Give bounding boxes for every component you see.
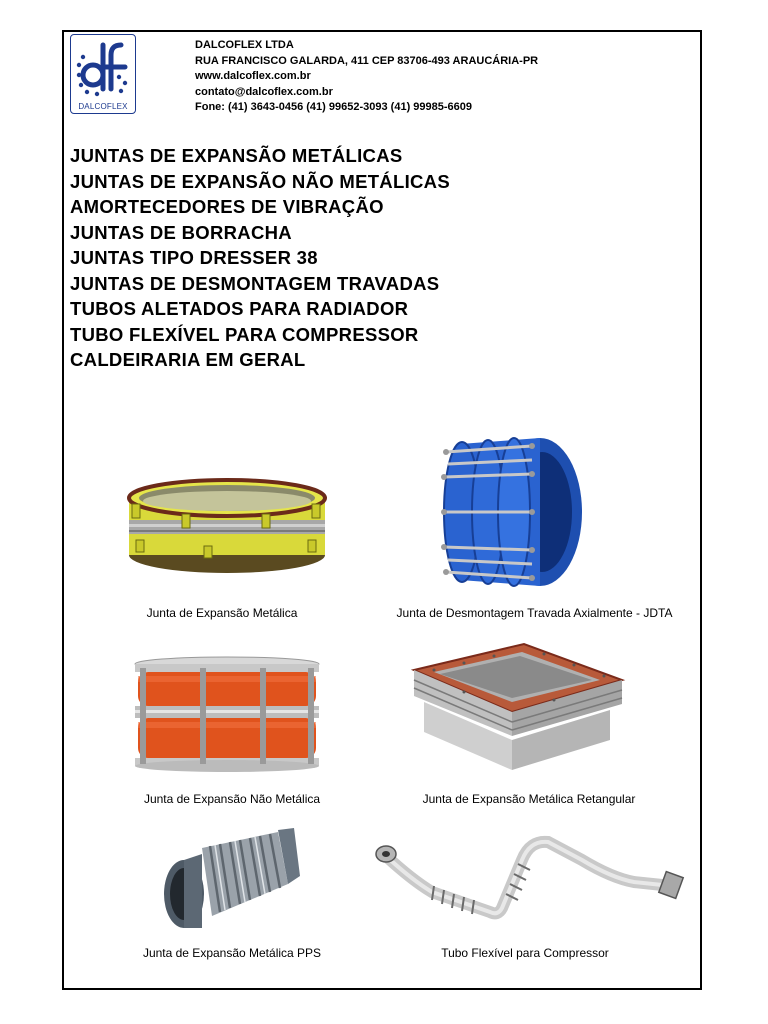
caption-compressor-hose: Tubo Flexível para Compressor <box>441 946 609 960</box>
product-list <box>70 143 450 373</box>
dismantling-joint-image <box>440 432 600 592</box>
metal-expansion-joint-image <box>122 470 332 585</box>
caption-pps-expansion-joint: Junta de Expansão Metálica PPS <box>142 946 322 960</box>
caption-rectangular-expansion-joint: Junta de Expansão Metálica Retangular <box>422 792 636 806</box>
dalcoflex-logo <box>70 34 136 114</box>
company-phones: Fone: (41) 3643-0456 (41) 99652-3093 (41) 99985-6609 <box>195 101 473 113</box>
product-item: JUNTAS DE EXPANSÃO METÁLICAS <box>70 145 403 166</box>
pps-expansion-joint-image <box>160 824 302 934</box>
company-address: RUA FRANCISCO GALARDA, 411 CEP 83706-493 ARAUCÁRIA-PR <box>195 54 539 67</box>
product-item: CALDEIRARIA EM GERAL <box>70 349 306 370</box>
company-website[interactable]: www.dalcoflex.com.br <box>195 70 311 82</box>
company-info <box>195 38 538 116</box>
product-item: JUNTAS DE BORRACHA <box>70 221 292 243</box>
logo-label: DALCOFLEX <box>78 102 128 111</box>
logo-mark-icon <box>71 35 135 101</box>
rectangular-expansion-joint-image <box>404 640 630 776</box>
non-metal-expansion-joint-image <box>130 656 325 776</box>
product-item: JUNTAS TIPO DRESSER 38 <box>70 247 318 268</box>
caption-non-metal-expansion-joint: Junta de Expansão Não Metálica <box>143 792 321 806</box>
compressor-hose-image <box>372 830 692 940</box>
product-item: AMORTECEDORES DE VIBRAÇÃO <box>70 196 384 217</box>
product-item: JUNTAS DE EXPANSÃO NÃO METÁLICAS <box>70 170 450 192</box>
company-email[interactable]: contato@dalcoflex.com.br <box>195 85 333 98</box>
company-name: DALCOFLEX LTDA <box>195 39 294 51</box>
caption-metal-expansion-joint: Junta de Expansão Metálica <box>146 606 298 620</box>
product-item: TUBOS ALETADOS PARA RADIADOR <box>70 298 409 319</box>
caption-dismantling-joint: Junta de Desmontagem Travada Axialmente - JDTA <box>396 606 673 620</box>
product-item: JUNTAS DE DESMONTAGEM TRAVADAS <box>70 272 440 294</box>
product-item: TUBO FLEXÍVEL PARA COMPRESSOR <box>70 323 419 345</box>
